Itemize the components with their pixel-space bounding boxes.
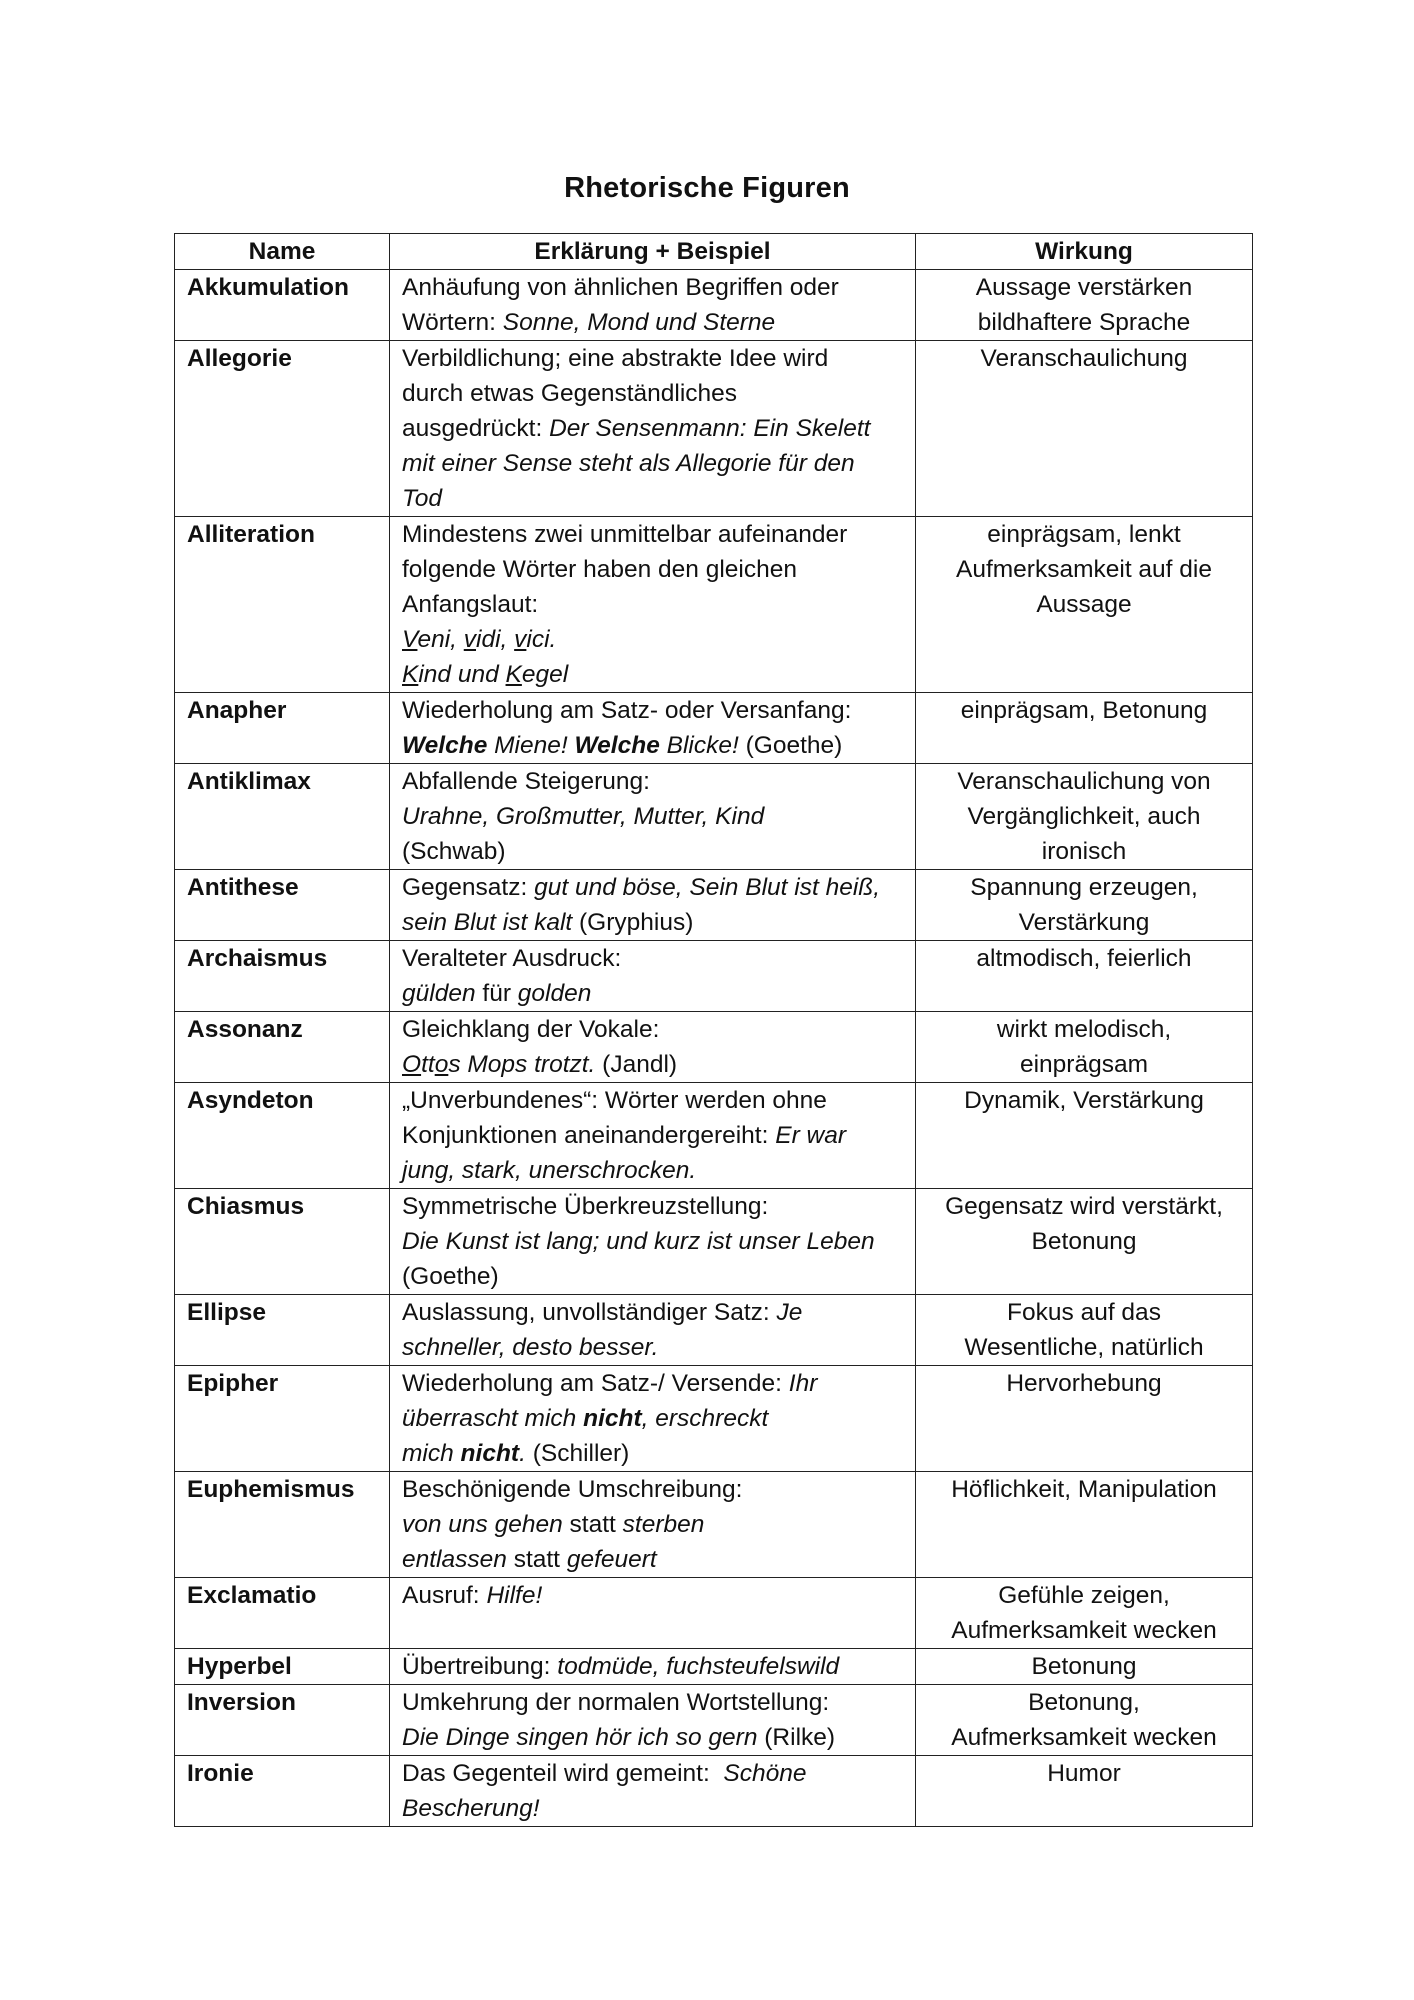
- table-row: [175, 1685, 1253, 1756]
- text-segment: Ihr: [788, 1370, 818, 1397]
- text-segment: K: [505, 661, 522, 688]
- column-header-name: Name: [175, 234, 390, 270]
- text-segment: Anhäufung von ähnlichen Begriffen oder: [402, 274, 839, 301]
- figure-effect: [916, 270, 1253, 341]
- figure-explanation: [390, 1756, 916, 1827]
- text-segment: Abfallende Steigerung:: [402, 768, 650, 795]
- text-segment: .: [519, 1440, 526, 1467]
- effect-line: Betonung: [1031, 1653, 1137, 1680]
- text-segment: folgende Wörter haben den gleichen: [402, 556, 798, 583]
- figure-name: Epipher: [175, 1366, 390, 1472]
- explanation-line: [402, 976, 903, 1011]
- explanation-line: [402, 1012, 903, 1047]
- figure-name: Antiklimax: [175, 764, 390, 870]
- text-segment: Tod: [402, 485, 442, 512]
- text-segment: Er war: [775, 1122, 847, 1149]
- explanation-line: [402, 1791, 903, 1826]
- figure-name: Inversion: [175, 1685, 390, 1756]
- figure-explanation: [390, 764, 916, 870]
- effect-line: Fokus auf das: [1007, 1299, 1161, 1326]
- figure-explanation: [390, 1578, 916, 1649]
- figure-name: Ironie: [175, 1756, 390, 1827]
- effect-line: Wesentliche, natürlich: [964, 1334, 1204, 1361]
- effect-line: Veranschaulichung von: [957, 768, 1211, 795]
- figure-effect: [916, 1685, 1253, 1756]
- explanation-line: [402, 481, 903, 516]
- explanation-line: [402, 941, 903, 976]
- explanation-line: [402, 1047, 903, 1082]
- text-segment: idi,: [476, 626, 515, 653]
- figure-explanation: [390, 270, 916, 341]
- explanation-line: [402, 1472, 903, 1507]
- explanation-line: [402, 270, 903, 305]
- table-row: [175, 1649, 1253, 1685]
- explanation-line: [402, 1649, 903, 1684]
- figure-effect: [916, 1189, 1253, 1295]
- text-segment: (Schwab): [402, 838, 506, 865]
- explanation-line: [402, 341, 903, 376]
- figure-explanation: [390, 1649, 916, 1685]
- text-segment: Welche: [574, 732, 660, 759]
- table-body: [175, 270, 1253, 1827]
- explanation-line: [402, 834, 903, 869]
- effect-line: Betonung,: [1028, 1689, 1140, 1716]
- text-segment: Die Dinge singen hör ich so gern: [402, 1724, 758, 1751]
- table-row: [175, 1366, 1253, 1472]
- figure-explanation: [390, 1295, 916, 1366]
- figure-name: Alliteration: [175, 517, 390, 693]
- table-row: [175, 1083, 1253, 1189]
- text-segment: Miene!: [487, 732, 575, 759]
- table-row: [175, 941, 1253, 1012]
- explanation-line: [402, 446, 903, 481]
- effect-line: ironisch: [1041, 838, 1127, 865]
- text-segment: Auslassung, unvollständiger Satz:: [402, 1299, 777, 1326]
- explanation-line: [402, 305, 903, 340]
- text-segment: Verbildlichung; eine abstrakte Idee wird: [402, 345, 829, 372]
- explanation-line: [402, 1189, 903, 1224]
- table-row: [175, 341, 1253, 517]
- text-segment: gülden: [402, 980, 476, 1007]
- effect-line: einprägsam: [1019, 1051, 1148, 1078]
- text-segment: o: [434, 1051, 449, 1078]
- effect-line: einprägsam, lenkt: [987, 521, 1181, 548]
- text-segment: K: [402, 661, 419, 688]
- figure-effect: [916, 1472, 1253, 1578]
- explanation-line: [402, 870, 903, 905]
- figure-explanation: [390, 941, 916, 1012]
- effect-line: Humor: [1047, 1760, 1121, 1787]
- explanation-line: [402, 517, 903, 552]
- effect-line: Aussage verstärken: [975, 274, 1193, 301]
- effect-line: Gefühle zeigen,: [998, 1582, 1170, 1609]
- explanation-line: [402, 1259, 903, 1294]
- figure-effect: [916, 870, 1253, 941]
- table-row: [175, 1295, 1253, 1366]
- explanation-line: [402, 1756, 903, 1791]
- text-segment: ici.: [526, 626, 557, 653]
- figure-name: Ellipse: [175, 1295, 390, 1366]
- explanation-line: [402, 1401, 903, 1436]
- text-segment: jung, stark, unerschrocken.: [402, 1157, 697, 1184]
- text-segment: s Mops trotzt.: [448, 1051, 596, 1078]
- figure-name: Assonanz: [175, 1012, 390, 1083]
- rhetoric-table: [174, 233, 1253, 1827]
- text-segment: nicht: [583, 1405, 642, 1432]
- text-segment: (Schiller): [525, 1440, 630, 1467]
- figure-effect: [916, 1295, 1253, 1366]
- table-row: [175, 1756, 1253, 1827]
- explanation-line: [402, 622, 903, 657]
- explanation-line: [402, 905, 903, 940]
- text-segment: (Goethe): [402, 1263, 499, 1290]
- text-segment: Sonne, Mond und Sterne: [502, 309, 776, 336]
- explanation-line: [402, 1542, 903, 1577]
- figure-effect: [916, 1756, 1253, 1827]
- column-header-explanation: Erklärung + Beispiel: [390, 234, 916, 270]
- figure-name: Hyperbel: [175, 1649, 390, 1685]
- effect-line: Gegensatz wird verstärkt,: [945, 1193, 1223, 1220]
- text-segment: todmüde, fuchsteufelswild: [557, 1653, 840, 1680]
- effect-line: wirkt melodisch,: [996, 1016, 1172, 1043]
- figure-effect: [916, 1083, 1253, 1189]
- figure-name: Akkumulation: [175, 270, 390, 341]
- figure-name: Antithese: [175, 870, 390, 941]
- effect-line: Betonung: [1031, 1228, 1137, 1255]
- text-segment: entlassen: [402, 1546, 507, 1573]
- figure-explanation: [390, 341, 916, 517]
- figure-name: Euphemismus: [175, 1472, 390, 1578]
- explanation-line: [402, 1720, 903, 1755]
- text-segment: O: [402, 1051, 422, 1078]
- effect-line: Hervorhebung: [1006, 1370, 1162, 1397]
- figure-name: Anapher: [175, 693, 390, 764]
- text-segment: golden: [517, 980, 592, 1007]
- figure-name: Exclamatio: [175, 1578, 390, 1649]
- effect-line: bildhaftere Sprache: [977, 309, 1191, 336]
- text-segment: Umkehrung der normalen Wortstellung:: [402, 1689, 830, 1716]
- figure-explanation: [390, 1189, 916, 1295]
- text-segment: (Goethe): [738, 732, 843, 759]
- text-segment: (Jandl): [595, 1051, 678, 1078]
- text-segment: sterben: [622, 1511, 705, 1538]
- text-segment: Mindestens zwei unmittelbar aufeinander: [402, 521, 848, 548]
- explanation-line: [402, 587, 903, 622]
- effect-line: Veranschaulichung: [980, 345, 1188, 372]
- figure-effect: [916, 693, 1253, 764]
- text-segment: Veralteter Ausdruck:: [402, 945, 622, 972]
- text-segment: von uns gehen: [402, 1511, 563, 1538]
- explanation-line: [402, 1153, 903, 1188]
- text-segment: Symmetrische Überkreuzstellung:: [402, 1193, 769, 1220]
- figure-explanation: [390, 517, 916, 693]
- figure-name: Asyndeton: [175, 1083, 390, 1189]
- text-segment: Gleichklang der Vokale:: [402, 1016, 660, 1043]
- text-segment: Konjunktionen aneinandergereiht:: [402, 1122, 776, 1149]
- table-row: [175, 693, 1253, 764]
- effect-line: Verstärkung: [1018, 909, 1150, 936]
- figure-effect: [916, 1012, 1253, 1083]
- figure-explanation: [390, 1012, 916, 1083]
- text-segment: Beschönigende Umschreibung:: [402, 1476, 743, 1503]
- explanation-line: [402, 693, 903, 728]
- text-segment: mich: [402, 1440, 461, 1467]
- text-segment: Welche: [402, 732, 488, 759]
- text-segment: durch etwas Gegenständliches: [402, 380, 738, 407]
- text-segment: Urahne, Großmutter, Mutter, Kind: [402, 803, 765, 830]
- text-segment: Wiederholung am Satz-/ Versende:: [402, 1370, 789, 1397]
- text-segment: Bescherung!: [402, 1795, 540, 1822]
- effect-line: Höflichkeit, Manipulation: [951, 1476, 1217, 1503]
- text-segment: Blicke!: [659, 732, 739, 759]
- text-segment: egel: [521, 661, 569, 688]
- page-title: Rhetorische Figuren: [564, 172, 850, 204]
- text-segment: Hilfe!: [486, 1582, 543, 1609]
- effect-line: einprägsam, Betonung: [960, 697, 1208, 724]
- text-segment: „Unverbundenes“: Wörter werden ohne: [402, 1087, 827, 1114]
- text-segment: gut und böse, Sein Blut ist heiß,: [534, 874, 881, 901]
- text-segment: Schöne: [723, 1760, 807, 1787]
- effect-line: Aufmerksamkeit wecken: [951, 1724, 1217, 1751]
- text-segment: Wiederholung am Satz- oder Versanfang:: [402, 697, 852, 724]
- explanation-line: [402, 1295, 903, 1330]
- explanation-line: [402, 657, 903, 692]
- table-row: [175, 517, 1253, 693]
- text-segment: V: [402, 626, 418, 653]
- text-segment: (Rilke): [757, 1724, 836, 1751]
- explanation-line: [402, 1436, 903, 1471]
- text-segment: Gegensatz:: [402, 874, 535, 901]
- table-row: [175, 270, 1253, 341]
- explanation-line: [402, 1507, 903, 1542]
- figure-effect: [916, 517, 1253, 693]
- text-segment: gefeuert: [566, 1546, 657, 1573]
- effect-line: Aussage: [1036, 591, 1132, 618]
- text-segment: Wörtern:: [402, 309, 503, 336]
- figure-name: Allegorie: [175, 341, 390, 517]
- figure-explanation: [390, 1685, 916, 1756]
- text-segment: Die Kunst ist lang; und kurz ist unser Leben: [402, 1228, 875, 1255]
- explanation-line: [402, 376, 903, 411]
- text-segment: sein Blut ist kalt: [402, 909, 573, 936]
- figure-effect: [916, 1578, 1253, 1649]
- figure-effect: [916, 1366, 1253, 1472]
- figure-effect: [916, 1649, 1253, 1685]
- figure-explanation: [390, 693, 916, 764]
- explanation-line: [402, 1224, 903, 1259]
- text-segment: v: [514, 626, 527, 653]
- effect-line: Dynamik, Verstärkung: [964, 1087, 1204, 1114]
- text-segment: , erschreckt: [641, 1405, 769, 1432]
- figure-name: Archaismus: [175, 941, 390, 1012]
- text-segment: schneller, desto besser.: [402, 1334, 659, 1361]
- text-segment: Je: [776, 1299, 803, 1326]
- text-segment: nicht: [460, 1440, 520, 1467]
- effect-line: altmodisch, feierlich: [976, 945, 1192, 972]
- figure-effect: [916, 941, 1253, 1012]
- text-segment: Das Gegenteil wird gemeint:: [402, 1760, 724, 1787]
- effect-line: Spannung erzeugen,: [970, 874, 1198, 901]
- text-segment: ausgedrückt:: [402, 415, 550, 442]
- explanation-line: [402, 1578, 903, 1613]
- table-row: [175, 1189, 1253, 1295]
- effect-line: Vergänglichkeit, auch: [967, 803, 1201, 830]
- effect-line: Aufmerksamkeit auf die: [956, 556, 1212, 583]
- text-segment: (Gryphius): [572, 909, 694, 936]
- explanation-line: [402, 764, 903, 799]
- explanation-line: [402, 1366, 903, 1401]
- text-segment: Übertreibung:: [402, 1653, 558, 1680]
- figure-explanation: [390, 1472, 916, 1578]
- column-header-effect: Wirkung: [916, 234, 1253, 270]
- text-segment: für: [475, 980, 518, 1007]
- explanation-line: [402, 552, 903, 587]
- figure-effect: [916, 341, 1253, 517]
- explanation-line: [402, 1083, 903, 1118]
- text-segment: Der Sensenmann: Ein Skelett: [549, 415, 871, 442]
- text-segment: statt: [562, 1511, 623, 1538]
- text-segment: statt: [506, 1546, 567, 1573]
- explanation-line: [402, 728, 903, 763]
- figure-name: Chiasmus: [175, 1189, 390, 1295]
- explanation-line: [402, 1330, 903, 1365]
- explanation-line: [402, 1118, 903, 1153]
- text-segment: Anfangslaut:: [402, 591, 539, 618]
- figure-explanation: [390, 1083, 916, 1189]
- explanation-line: [402, 799, 903, 834]
- figure-explanation: [390, 870, 916, 941]
- text-segment: überrascht mich: [402, 1405, 584, 1432]
- text-segment: ind und: [418, 661, 506, 688]
- figure-explanation: [390, 1366, 916, 1472]
- text-segment: mit einer Sense steht als Allegorie für den: [402, 450, 855, 477]
- effect-line: Aufmerksamkeit wecken: [951, 1617, 1217, 1644]
- table-row: [175, 1578, 1253, 1649]
- explanation-line: [402, 1685, 903, 1720]
- table-row: [175, 1012, 1253, 1083]
- text-segment: Ausruf:: [402, 1582, 487, 1609]
- figure-effect: [916, 764, 1253, 870]
- table-row: [175, 764, 1253, 870]
- text-segment: eni,: [417, 626, 464, 653]
- table-header-row: [175, 234, 1253, 270]
- table-row: [175, 870, 1253, 941]
- text-segment: v: [463, 626, 476, 653]
- text-segment: tt: [421, 1051, 435, 1078]
- explanation-line: [402, 411, 903, 446]
- table-row: [175, 1472, 1253, 1578]
